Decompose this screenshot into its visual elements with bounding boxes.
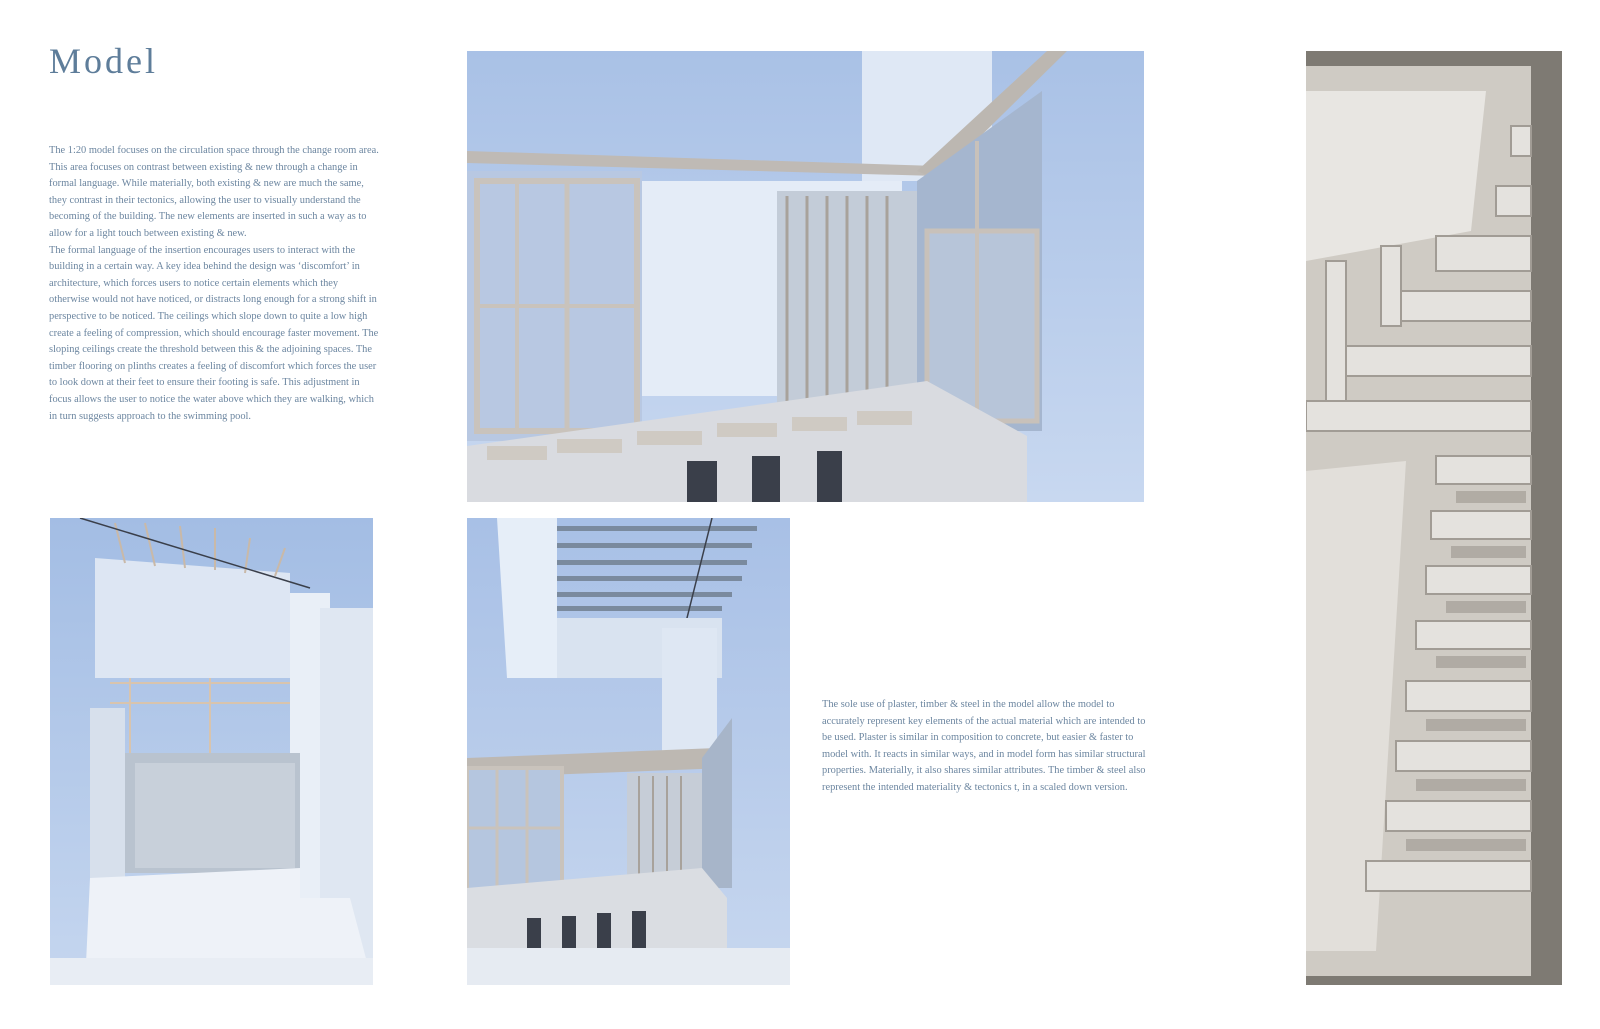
intro-text: [49, 143, 379, 425]
intro-paragraph-2: The formal language of the insertion encourages users to interact with the building in a certain way. A key idea behind the design was ‘discomfort’ in architecture, which forces users to notice certain elements which they otherwise would not have noticed, or distracts long enough for a strong shift in perspective to be noticed. The ceilings which slope down to quite a low high create a feeling of compression, which should encourage faster movement. The sloping ceilings create the threshold between this & the adjoining spaces. The timber flooring on plinths creates a feeling of discomfort which forces the user to look down at their feet to ensure their footing is safe. This adjustment in focus allows the user to notice the water above which they are walking, which in turn suggests approach to the swimming pool.: [49, 244, 379, 422]
model-photo-perspective: [467, 518, 790, 985]
model-photo-plan: [1306, 51, 1562, 985]
model-photo-elevation: [50, 518, 373, 985]
intro-paragraph-1: The 1:20 model focuses on the circulation space through the change room area. This area focuses on contrast between existing & new through a change in formal language. While materially, both existing & new are much the same, they contrast in their tectonics, allowing the user to visually understand the becoming of the building. The new elements are inserted in such a way as to allow for a light touch between existing & new.: [49, 145, 379, 239]
model-photo-corridor: [467, 51, 1144, 502]
materials-text: [822, 697, 1152, 797]
page-title: Model: [49, 41, 158, 81]
materials-paragraph: The sole use of plaster, timber & steel in the model allow the model to accurately represent key elements of the actual material which are intended to be used. Plaster is similar in composition to concrete, but easier & faster to model with. It reacts in similar ways, and in model form has similar structural properties. Materially, it also shares similar attributes. The timber & steel also represent the intended materiality & tectonics t, in a scaled down version.: [822, 699, 1146, 793]
